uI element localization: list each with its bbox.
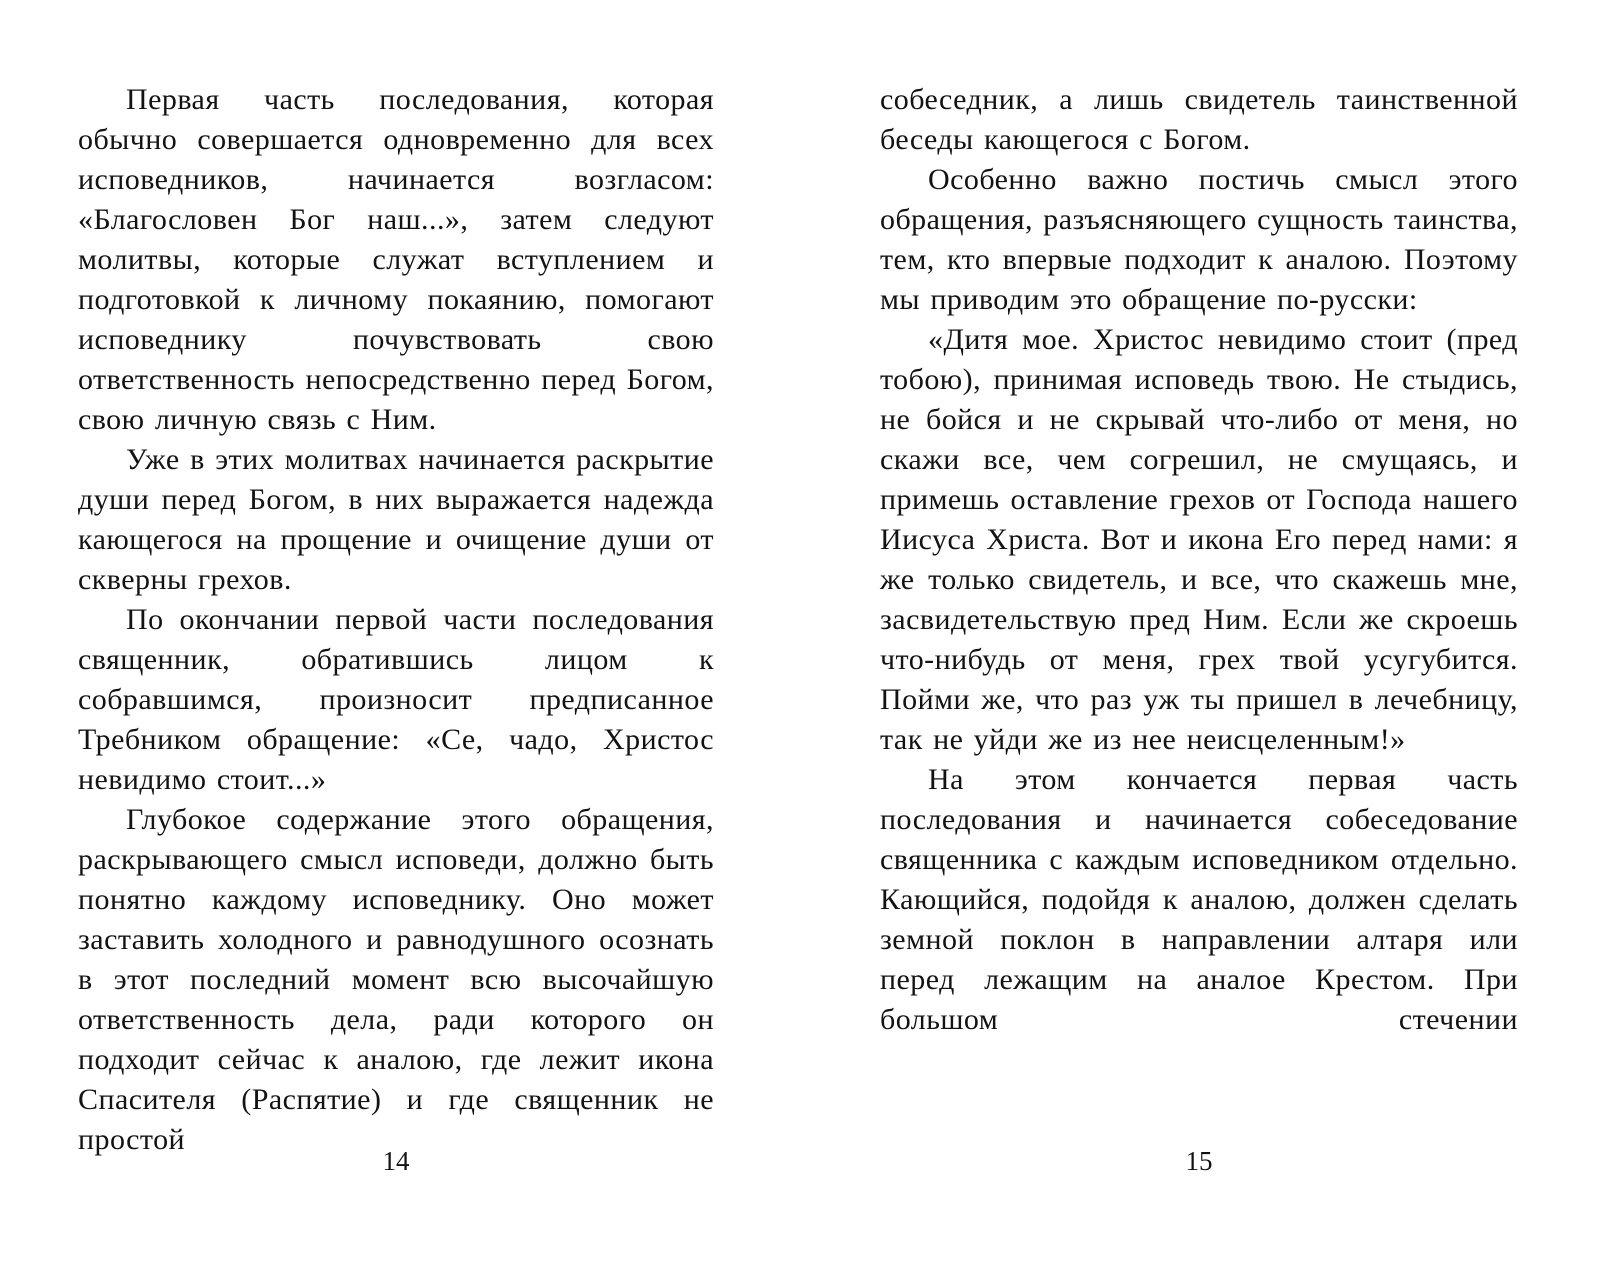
paragraph: Первая часть последования, которая обычно совершается одновременно для всех исповедников, начинается возгласом: «Благословен Бог наш...», затем следуют молитвы, которые служат вступлением и подготовкой к личному покаянию, помогают исповеднику почувствовать свою ответственность непосредственно перед Богом, свою личную связь с Ним. (78, 83, 714, 436)
page-number: 15 (1185, 1146, 1213, 1176)
paragraph: Уже в этих молитвах начинается раскрытие души перед Богом, в них выражается надежда кающегося на прощение и очищение души от скверны грехов. (78, 443, 714, 596)
paragraph: Особенно важно постичь смысл этого обращения, разъясняющего сущность таинства, тем, кто впервые подходит к аналою. Поэтому мы приводим это обращение по-русски: (880, 163, 1518, 316)
page-14-text (78, 80, 714, 1160)
paragraph: По окончании первой части последования священник, обратившись лицом к собравшимся, произносит предписанное Требником обращение: «Се, чадо, Христос невидимо стоит...» (78, 603, 714, 796)
paragraph: На этом кончается первая часть последования и начинается собеседование священника с каждым исповедником отдельно. Кающийся, подойдя к аналою, должен сделать земной поклон в направлении алтаря или перед лежащим на аналое Крестом. При большом стечении (880, 763, 1518, 1036)
paragraph: «Дитя мое. Христос невидимо стоит (пред тобою), принимая исповедь твою. Не стыдись, не бойся и не скрывай что-либо от меня, но скажи все, чем согрешил, не смущаясь, и примешь оставление грехов от Господа нашего Иисуса Христа. Вот и икона Его перед нами: я же только свидетель, и все, что скажешь мне, засвидетельствую пред Ним. Если же скроешь что-нибудь от меня, грех твой усугубится. Пойми же, что раз уж ты пришел в лечебницу, так не уйди же из нее неисцеленным!» (880, 323, 1518, 756)
paragraph: собеседник, а лишь свидетель таинственной беседы кающегося с Богом. (880, 83, 1518, 156)
page-15 (880, 80, 1518, 1272)
page-number: 14 (382, 1146, 410, 1176)
paragraph: Глубокое содержание этого обращения, раскрывающего смысл исповеди, должно быть понятно каждому исповеднику. Оно может заставить холодного и равнодушного осознать в этот последний момент всю высочайшую ответственность дела, ради которого он подходит сейчас к аналою, где лежит икона Спасителя (Распятие) и где священник не простой (78, 803, 714, 1156)
page-14 (78, 80, 714, 1272)
page-15-text (880, 80, 1518, 1040)
